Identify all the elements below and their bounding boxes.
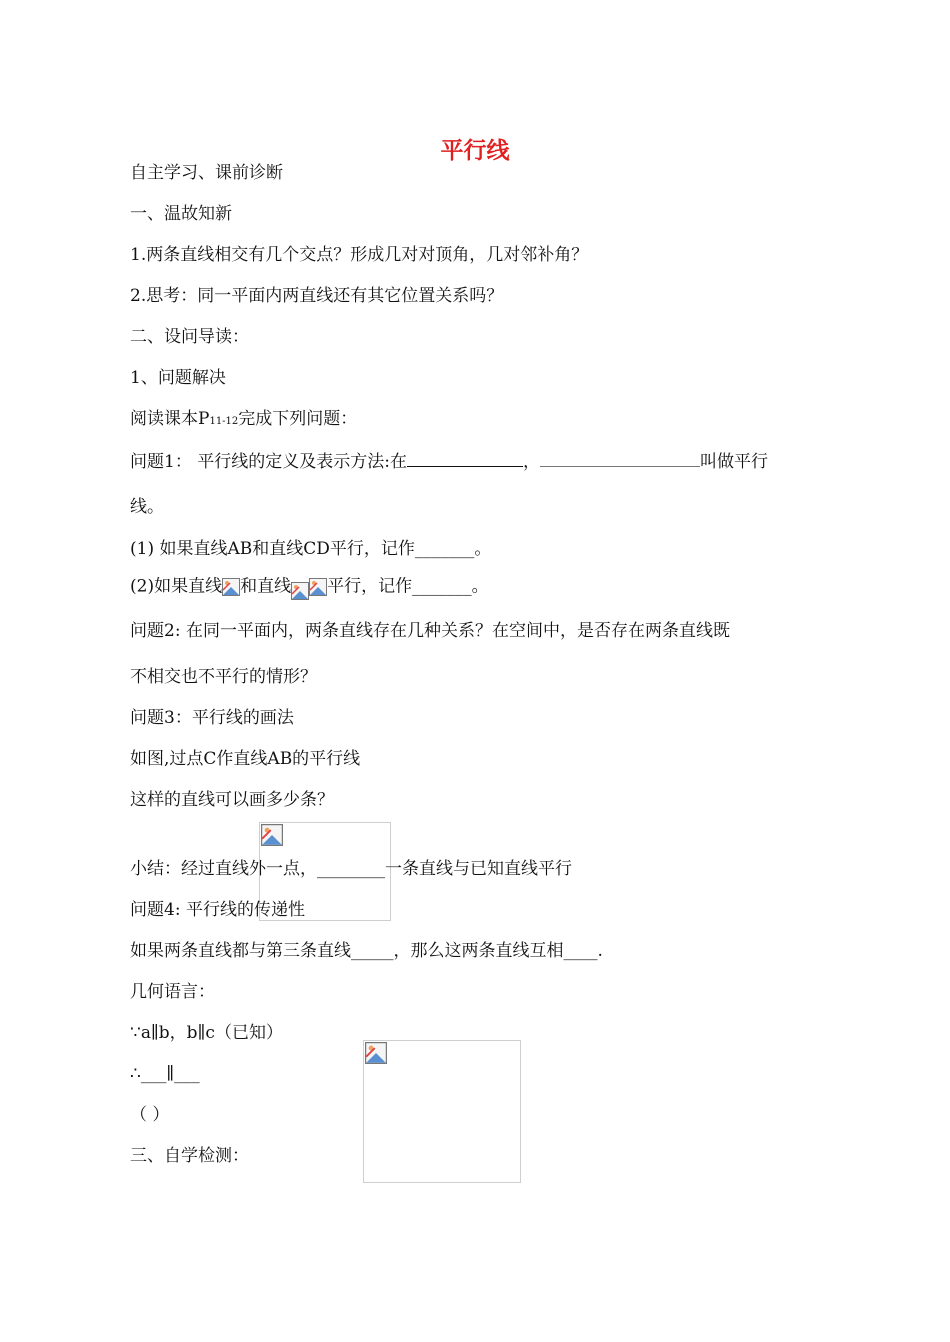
subsection-heading: 一、温故知新: [130, 204, 232, 224]
question-4: 问题4: 平行线的传递性: [130, 900, 305, 920]
geometry-conclusion: ∴___∥___: [130, 1064, 200, 1084]
instruction-line: 这样的直线可以画多少条？: [130, 790, 334, 810]
question-1: [130, 450, 768, 473]
question-1-end: 叫做平行: [699, 452, 768, 472]
question-3: 问题3：平行线的画法: [130, 708, 294, 728]
instruction-line: 如图,过点C作直线AB的平行线: [130, 749, 361, 769]
sub-question: [130, 574, 489, 600]
reading-text: 阅读课本P: [130, 409, 210, 429]
subsection-heading: 二、设问导读：: [130, 327, 249, 347]
broken-image-icon: [365, 1042, 383, 1060]
broken-image-icon: [222, 578, 240, 596]
subsection-heading: 三、自学检测：: [130, 1146, 249, 1166]
geometry-reason: （ ）: [130, 1105, 170, 1125]
summary-line: 小结：经过直线外一点，________一条直线与已知直线平行: [130, 859, 572, 879]
question-line: 1.两条直线相交有几个交点？形成几对对顶角，几对邻补角？: [130, 245, 589, 265]
broken-image-icon: [291, 582, 309, 600]
question-1-text: 问题1： 平行线的定义及表示方法:在: [130, 452, 407, 472]
broken-image-icon: [309, 578, 327, 596]
question-2: 问题2: 在同一平面内，两条直线存在几种关系？在空间中，是否存在两条直线既: [130, 621, 730, 641]
page-range: 11-12: [209, 416, 239, 427]
question-1-cont: 线。: [130, 497, 164, 517]
broken-image-icon: [261, 824, 279, 842]
sub-question-text: (2)如果直线: [130, 576, 223, 597]
sub-question-text: 平行，记作_______。: [327, 576, 489, 597]
question-2-cont: 不相交也不平行的情形？: [130, 667, 317, 687]
sub-question: (1) 如果直线AB和直线CD平行，记作_______。: [130, 539, 492, 559]
section-heading: 自主学习、课前诊断: [130, 163, 283, 183]
answer-blank: [407, 450, 523, 467]
page-title: 平行线: [440, 137, 510, 164]
reading-text-end: 完成下列问题：: [238, 409, 358, 429]
sub-question-text: 和直线: [240, 576, 292, 597]
question-1-comma: ，: [522, 452, 540, 472]
question-4-text: 如果两条直线都与第三条直线_____，那么这两条直线互相____.: [130, 941, 603, 961]
figure-placeholder: [363, 1040, 521, 1183]
subsection-heading: 1、问题解决: [130, 368, 226, 388]
question-line: 2.思考：同一平面内两直线还有其它位置关系吗？: [130, 286, 504, 306]
reading-instruction: [130, 408, 357, 433]
geometry-language-label: 几何语言：: [130, 982, 215, 1002]
answer-blank: [540, 450, 700, 467]
geometry-given: ∵a∥b，b∥c（已知）: [130, 1023, 283, 1043]
